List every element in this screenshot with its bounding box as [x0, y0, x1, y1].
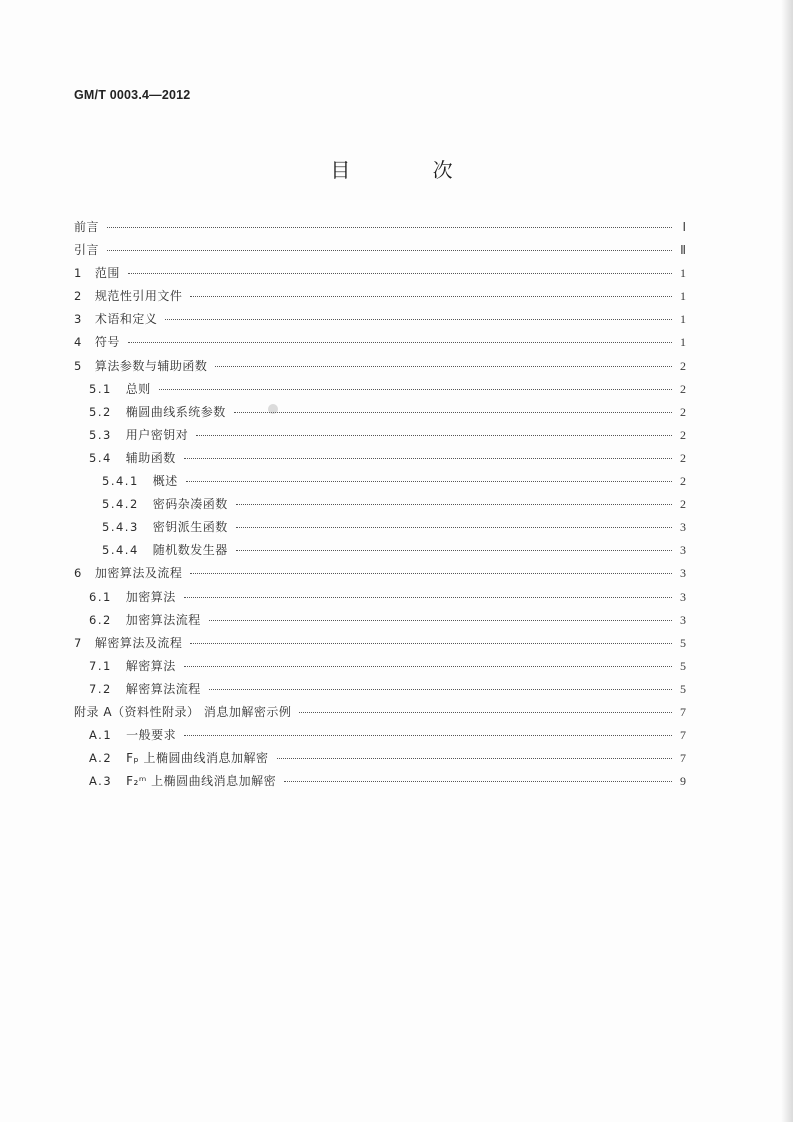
toc-entry[interactable] [74, 287, 686, 310]
scan-smudge [268, 404, 278, 414]
toc-entry-number: 7 [74, 635, 83, 650]
toc-entry-number: 6.2 [89, 612, 112, 627]
toc-entry-label: 前言 [74, 220, 100, 234]
toc-leader-dots [128, 341, 672, 343]
toc-entry-label: 加密算法及流程 [94, 566, 183, 581]
toc-entry[interactable] [74, 403, 686, 426]
toc-entry-page: 2 [680, 381, 686, 396]
toc-entry-page: 2 [680, 474, 686, 489]
toc-entry-label: 引言 [74, 243, 100, 258]
standard-code: GM/T 0003.4—2012 [74, 88, 191, 102]
toc-entry-number: A.1 [89, 728, 113, 743]
toc-entry-page: 3 [680, 520, 686, 535]
toc-entry[interactable] [74, 333, 686, 356]
toc-leader-dots [184, 665, 672, 667]
toc-entry-number: 5.1 [89, 381, 112, 396]
toc-entry-number: 5.4.2 [102, 497, 139, 512]
toc-entry-label: 加密算法流程 [125, 612, 201, 627]
toc-entry-number: 2 [74, 289, 83, 304]
toc-entry-label: 密钥派生函数 [152, 520, 228, 535]
toc-entry-page: 9 [680, 774, 686, 789]
toc-leader-dots [159, 388, 672, 390]
toc-entry[interactable] [74, 634, 686, 657]
toc-leader-dots [190, 642, 672, 644]
toc-entry[interactable] [74, 380, 686, 403]
toc-leader-dots [196, 434, 672, 436]
toc-entry-page: 3 [680, 612, 686, 627]
toc-entry[interactable] [74, 703, 686, 726]
toc-entry-label: F₂ᵐ 上椭圆曲线消息加解密 [126, 774, 277, 789]
toc-entry-page: 2 [680, 427, 686, 442]
toc-entry-label: 椭圆曲线系统参数 [125, 404, 226, 419]
toc-leader-dots [184, 734, 672, 736]
toc-entry-label: 解密算法及流程 [94, 635, 183, 650]
toc-entry-page: 7 [680, 728, 686, 743]
table-of-contents [74, 218, 686, 795]
toc-entry-number: 7.1 [89, 658, 112, 673]
toc-entry-page: 5 [680, 681, 686, 696]
toc-entry-number: 1 [74, 266, 83, 281]
toc-entry-number: 6 [74, 566, 83, 581]
toc-entry-page: Ⅱ [680, 243, 686, 258]
toc-leader-dots [236, 503, 672, 505]
toc-leader-dots [107, 249, 672, 251]
toc-entry[interactable] [74, 241, 686, 264]
toc-entry-page: 3 [680, 543, 686, 558]
toc-entry-number: 5.4 [89, 450, 112, 465]
toc-entry-number: 5.4.3 [102, 520, 139, 535]
toc-entry[interactable] [74, 218, 686, 241]
toc-entry-page: 7 [680, 751, 686, 766]
toc-leader-dots [277, 757, 673, 759]
toc-entry-label: 解密算法流程 [125, 681, 201, 696]
toc-leader-dots [107, 226, 672, 228]
toc-entry[interactable] [74, 749, 686, 772]
toc-leader-dots [209, 619, 672, 621]
toc-entry[interactable] [74, 726, 686, 749]
toc-leader-dots [128, 272, 672, 274]
toc-entry-number: 6.1 [89, 589, 112, 604]
toc-entry-label: 密码杂凑函数 [152, 497, 228, 512]
toc-entry-label: 解密算法 [125, 658, 176, 673]
toc-entry-page: 1 [680, 266, 686, 281]
toc-entry[interactable] [74, 518, 686, 541]
toc-entry-page: 7 [680, 704, 686, 719]
toc-leader-dots [234, 411, 672, 413]
toc-entry[interactable] [74, 657, 686, 680]
toc-leader-dots [299, 711, 672, 713]
toc-entry-label: 加密算法 [125, 589, 176, 604]
toc-entry-label: 范围 [94, 266, 120, 281]
toc-entry-label: 概述 [152, 474, 178, 489]
toc-entry[interactable] [74, 772, 686, 795]
toc-leader-dots [209, 688, 672, 690]
toc-leader-dots [165, 318, 672, 320]
toc-entry-number: 5.3 [89, 427, 112, 442]
toc-entry-label: 随机数发生器 [152, 543, 228, 558]
toc-entry-label: Fₚ 上椭圆曲线消息加解密 [126, 751, 269, 766]
toc-entry-label: 附录 A（资料性附录） 消息加解密示例 [74, 704, 292, 719]
toc-entry[interactable] [74, 264, 686, 287]
toc-leader-dots [186, 480, 672, 482]
toc-entry-page: Ⅰ [682, 220, 686, 234]
toc-entry-page: 1 [680, 312, 686, 327]
toc-entry-page: 1 [680, 289, 686, 304]
toc-entry-number: 7.2 [89, 681, 112, 696]
toc-entry-number: A.3 [89, 774, 113, 789]
toc-entry-label: 符号 [94, 335, 120, 350]
toc-leader-dots [190, 572, 672, 574]
toc-entry-number: 5.4.4 [102, 543, 139, 558]
toc-entry-number: A.2 [89, 751, 113, 766]
toc-entry-page: 3 [680, 589, 686, 604]
toc-entry-number: 4 [74, 335, 83, 350]
toc-entry[interactable] [74, 310, 686, 333]
toc-entry-page: 2 [680, 450, 686, 465]
toc-entry[interactable] [74, 426, 686, 449]
toc-entry-page: 5 [680, 658, 686, 673]
toc-entry-page: 2 [680, 497, 686, 512]
toc-entry-page: 3 [680, 566, 686, 581]
toc-leader-dots [184, 596, 672, 598]
toc-entry-number: 3 [74, 312, 83, 327]
toc-entry[interactable] [74, 564, 686, 587]
toc-entry[interactable] [74, 472, 686, 495]
toc-entry-label: 算法参数与辅助函数 [94, 358, 208, 373]
toc-entry[interactable] [74, 680, 686, 703]
toc-entry-label: 一般要求 [126, 728, 177, 743]
toc-entry[interactable] [74, 588, 686, 611]
toc-title: 目 次 [330, 158, 491, 182]
toc-entry-label: 规范性引用文件 [94, 289, 183, 304]
toc-entry[interactable] [74, 541, 686, 564]
toc-entry-page: 2 [680, 358, 686, 373]
toc-entry-page: 2 [680, 404, 686, 419]
toc-leader-dots [215, 365, 672, 367]
toc-leader-dots [284, 780, 672, 782]
toc-entry[interactable] [74, 357, 686, 380]
toc-entry-number: 5.4.1 [102, 474, 139, 489]
toc-leader-dots [190, 295, 672, 297]
toc-entry-number: 5.2 [89, 404, 112, 419]
toc-entry-label: 总则 [125, 381, 151, 396]
toc-entry-page: 1 [680, 335, 686, 350]
toc-entry[interactable] [74, 495, 686, 518]
toc-leader-dots [236, 549, 672, 551]
toc-entry-label: 术语和定义 [94, 312, 158, 327]
toc-leader-dots [236, 526, 672, 528]
scan-edge-shadow [781, 0, 793, 1122]
toc-leader-dots [184, 457, 672, 459]
toc-entry-label: 用户密钥对 [125, 427, 189, 442]
toc-entry[interactable] [74, 449, 686, 472]
toc-entry-label: 辅助函数 [125, 450, 176, 465]
toc-entry-number: 5 [74, 358, 83, 373]
toc-entry[interactable] [74, 611, 686, 634]
toc-entry-page: 5 [680, 635, 686, 650]
